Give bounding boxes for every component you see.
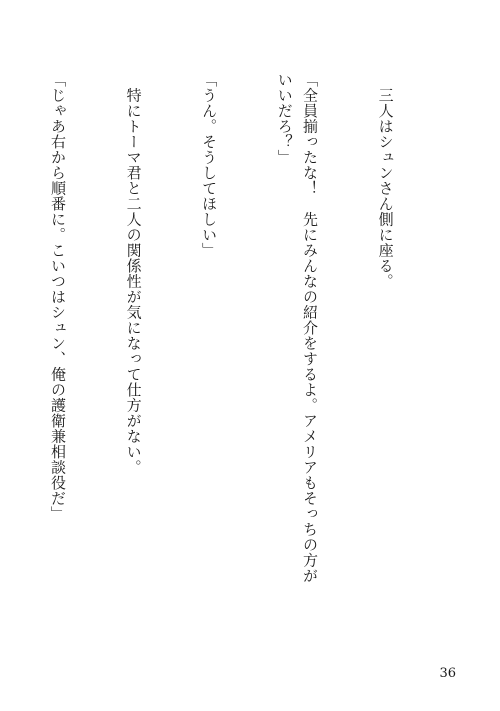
text-line: 三人はシュンさん側に座る。	[376, 72, 395, 289]
text-line: 「じゃあ右から順番に。こいつはシュン、俺の護衛兼相談役だ」	[48, 72, 67, 522]
vertical-text-body	[0, 72, 448, 592]
text-line: 特にトーマ君と二人の関係性が気になって仕方がない。	[124, 72, 143, 475]
text-line: 「全員揃ったな！ 先にみんなの紹介をするよ。アメリアもそっちの方がいいだろ？」	[275, 72, 319, 584]
page-number: 36	[439, 666, 456, 681]
text-line: 「うん。そうしてほしい」	[200, 72, 219, 258]
